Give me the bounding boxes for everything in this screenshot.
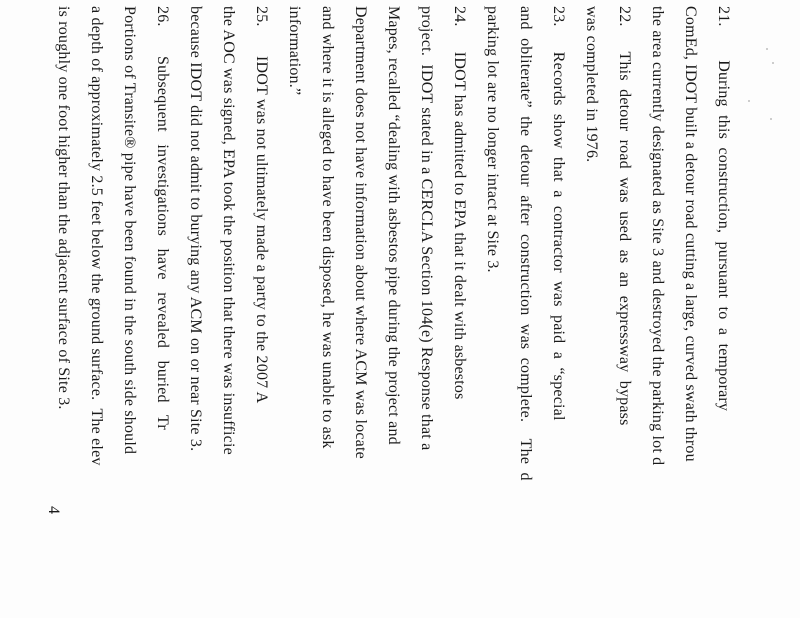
text-line: 22. This detour road was used as an expressway bypass (616, 6, 633, 426)
scan-speck (770, 118, 772, 120)
text-line: and obliterate” the detour after construction was complete. The d (517, 6, 534, 481)
page-number: 4 (45, 506, 62, 514)
text-line: 25. IDOT was not ultimately made a party to the 2007 A (253, 6, 270, 404)
text-line: ComEd, IDOT built a detour road cutting a large, curved swath throu (682, 6, 699, 462)
text-line: the AOC was signed, EPA took the position that there was insufficie (220, 6, 237, 455)
text-line: project. IDOT stated in a CERCLA Section 104(e) Response that a (418, 6, 435, 451)
text-line: 26. Subsequent investigations have revealed buried Tr (154, 6, 171, 430)
text-line: the area currently designated as Site 3 and destroyed the parking lot d (649, 6, 666, 466)
text-line: 24. IDOT has admitted to EPA that it dealt with asbestos (451, 6, 468, 400)
text-line: because IDOT did not admit to burying any ACM on or near Site 3. (187, 6, 204, 452)
text-line: information.” (286, 6, 303, 96)
text-line: is roughly one foot higher than the adjacent surface of Site 3. (55, 6, 72, 410)
text-line: 21. During this construction, pursuant to a temporary (715, 6, 732, 412)
scan-speck (766, 48, 768, 50)
scan-speck (748, 100, 750, 102)
text-line: a depth of approximately 2.5 feet below the ground surface. The elev (88, 6, 105, 466)
text-line: was completed in 1976. (583, 6, 600, 163)
text-line: parking lot are no longer intact at Site 3. (484, 6, 501, 273)
text-line: Mapes, recalled “dealing with asbestos pipe during the project and (385, 6, 402, 445)
scan-speck (772, 62, 774, 64)
text-line: Portions of Transite® pipe have been found in the south side should (121, 6, 138, 455)
text-line: and where it is alleged to have been disposed, he was unable to ask (319, 6, 336, 449)
text-line: 23. Records show that a contractor was paid a “special (550, 6, 567, 421)
text-line: Department does not have information about where ACM was locate (352, 6, 369, 459)
